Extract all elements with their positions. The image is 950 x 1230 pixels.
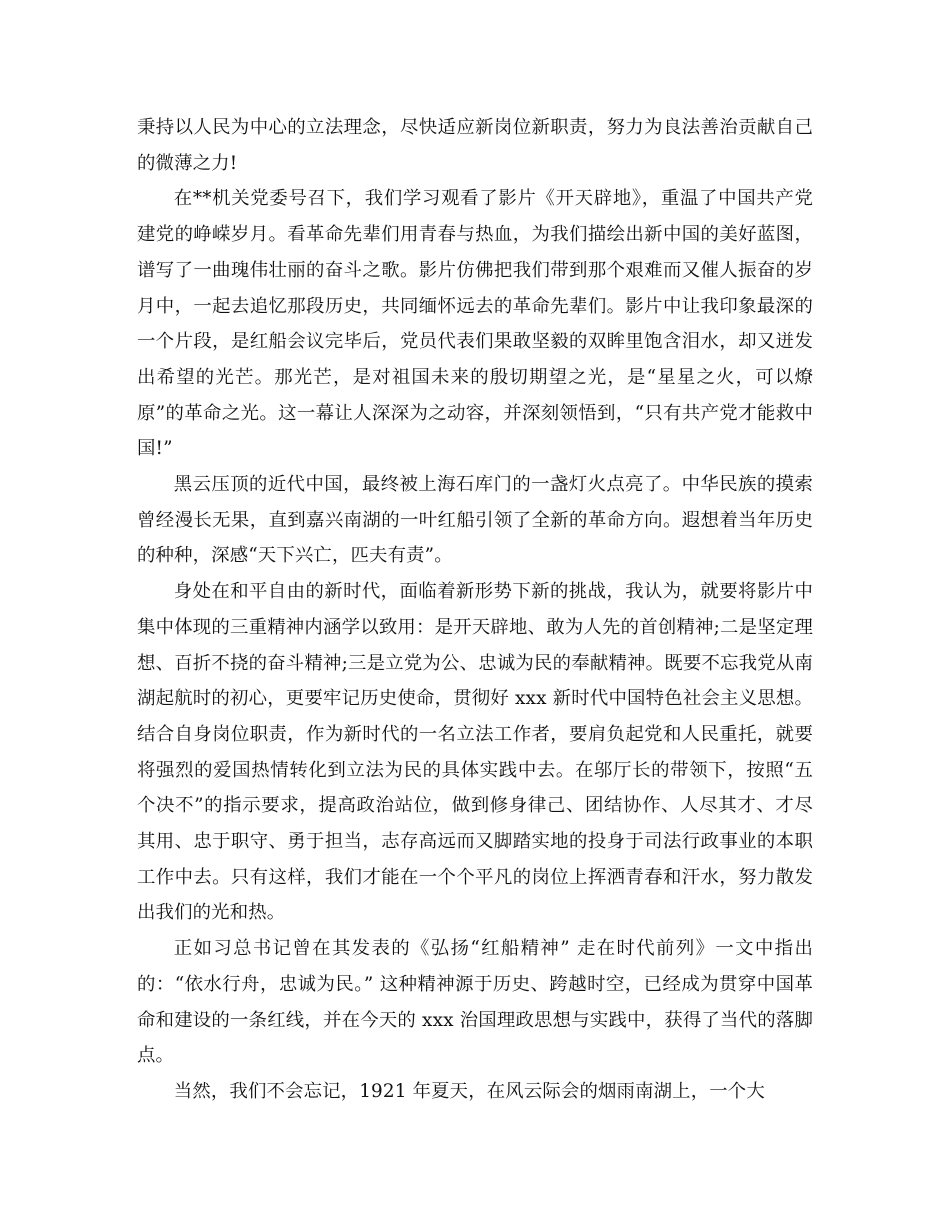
paragraph-continuation: 秉持以人民为中心的立法理念，尽快适应新岗位新职责，努力为良法善治贡献自己的微薄之力! [137,117,813,174]
paragraph-red-boat-spirit: 正如习总书记曾在其发表的《弘扬“红船精神” 走在时代前列》一文中指出的：“依水行舟，忠诚为民。” 这种精神源于历史、跨越时空，已经成为贯穿中国革命和建设的一条红线，并在今天的 xxx 治国理政思想与实践中，获得了当代的落脚点。 [137,938,813,1067]
paragraph-1921-summer: 当然，我们不会忘记，1921 年夏天，在风云际会的烟雨南湖上，一个大 [173,1080,765,1102]
paragraph-film-viewing: 在**机关党委号召下，我们学习观看了影片《开天辟地》，重温了中国共产党建党的峥嵘岁月。看革命先辈们用青春与热血，为我们描绘出新中国的美好蓝图，谱写了一曲瑰伟壮丽的奋斗之歌。影片仿佛把我们带到那个艰难而又催人振奋的岁月中，一起去追忆那段历史，共同缅怀远去的革命先辈们。影片中让我印象最深的一个片段，是红船会议完毕后，党员代表们果敢坚毅的双眸里饱含泪水，却又迸发出希望的光芒。那光芒，是对祖国未来的殷切期望之光，是“星星之火，可以燎原”的革命之光。这一幕让人深深为之动容，并深刻领悟到，“只有共产党才能救中国!” [137,188,813,460]
paragraph-modern-china: 黑云压顶的近代中国，最终被上海石库门的一盏灯火点亮了。中华民族的摸索曾经漫长无果，直到嘉兴南湖的一叶红船引领了全新的革命方向。遐想着当年历史的种种，深感“天下兴亡，匹夫有责”。 [137,474,813,567]
paragraph-new-era: 身处在和平自由的新时代，面临着新形势下新的挑战，我认为，就要将影片中集中体现的三重精神内涵学以致用：是开天辟地、敢为人先的首创精神;二是坚定理想、百折不挠的奋斗精神;三是立党为公、忠诚为民的奉献精神。既要不忘我党从南湖起航时的初心，更要牢记历史使命，贯彻好 xxx 新时代中国特色社会主义思想。结合自身岗位职责，作为新时代的一名立法工作者，要肩负起党和人民重托，就要将强烈的爱国热情转化到立法为民的具体实践中去。在邬厅长的带领下，按照“五个决不”的指示要求，提高政治站位，做到修身律己、团结协作、人尽其才、才尽其用、忠于职守、勇于担当，志存高远而又脚踏实地的投身于司法行政事业的本职工作中去。只有这样，我们才能在一个个平凡的岗位上挥洒青春和汗水，努力散发出我们的光和热。 [137,581,813,924]
document-body [137,110,813,1110]
